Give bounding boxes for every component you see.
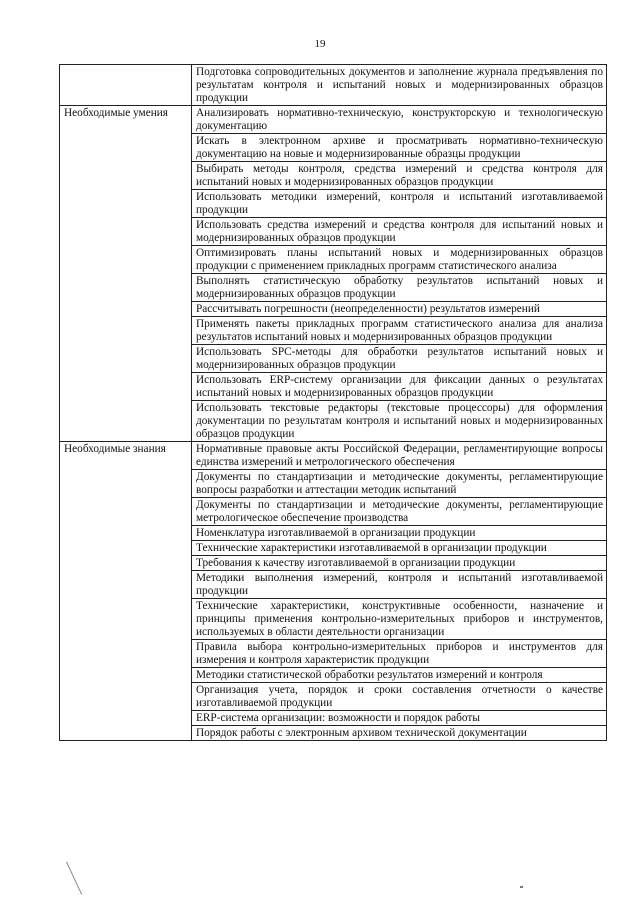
- table-row: [60, 106, 607, 134]
- requirement-item: Порядок работы с электронным архивом технической документации: [192, 726, 607, 741]
- scan-artifact-dot: [520, 886, 523, 888]
- requirement-item: Анализировать нормативно-техническую, конструкторскую и технологическую документацию: [192, 106, 607, 134]
- requirement-item: Использовать SPC-методы для обработки результатов испытаний новых и модернизированных образцов продукции: [192, 345, 607, 373]
- requirement-item: Методики статистической обработки результатов измерений и контроля: [192, 668, 607, 683]
- requirement-item: Применять пакеты прикладных программ статистического анализа для анализа результатов испытаний новых и модернизированных образцов продукции: [192, 317, 607, 345]
- row-group-label: [60, 65, 192, 106]
- page-number: 19: [314, 38, 326, 50]
- row-group-label: Необходимые знания: [60, 442, 192, 741]
- requirements-table: [59, 64, 607, 741]
- table-row: [60, 442, 607, 470]
- table-body: [60, 65, 607, 741]
- requirement-item: Технические характеристики изготавливаемой в организации продукции: [192, 541, 607, 556]
- requirement-item: Оптимизировать планы испытаний новых и модернизированных образцов продукции с применением прикладных программ статистического анализа: [192, 246, 607, 274]
- table-row: [60, 65, 607, 106]
- requirement-item: Использовать средства измерений и средства контроля для испытаний новых и модернизированных образцов продукции: [192, 218, 607, 246]
- requirement-item: Правила выбора контрольно-измерительных приборов и инструментов для измерения и контроля характеристик продукции: [192, 640, 607, 668]
- requirement-item: Методики выполнения измерений, контроля и испытаний изготавливаемой продукции: [192, 571, 607, 599]
- requirement-item: Использовать ERP-систему организации для фиксации данных о результатах испытаний новых и модернизированных образцов продукции: [192, 373, 607, 401]
- requirement-item: Подготовка сопроводительных документов и заполнение журнала предъявления по результатам контроля и испытаний новых и модернизированных образцов продукции: [192, 65, 607, 106]
- requirement-item: Требования к качеству изготавливаемой в организации продукции: [192, 556, 607, 571]
- requirement-item: Документы по стандартизации и методические документы, регламентирующие метрологическое обеспечение производства: [192, 498, 607, 526]
- scan-artifact-line: [66, 862, 82, 895]
- requirement-item: Документы по стандартизации и методические документы, регламентирующие вопросы разработки и аттестации методик испытаний: [192, 470, 607, 498]
- requirement-item: Искать в электронном архиве и просматривать нормативно-техническую документацию на новые и модернизированные образцы продукции: [192, 134, 607, 162]
- requirement-item: Номенклатура изготавливаемой в организации продукции: [192, 526, 607, 541]
- requirement-item: Рассчитывать погрешности (неопределенности) результатов измерений: [192, 302, 607, 317]
- requirement-item: Использовать текстовые редакторы (текстовые процессоры) для оформления документации по результатам контроля и испытаний новых и модернизированных образцов продукции: [192, 401, 607, 442]
- requirement-item: Организация учета, порядок и сроки составления отчетности о качестве изготавливаемой продукции: [192, 683, 607, 711]
- row-group-label: Необходимые умения: [60, 106, 192, 442]
- requirement-item: Нормативные правовые акты Российской Федерации, регламентирующие вопросы единства измерений и метрологического обеспечения: [192, 442, 607, 470]
- requirement-item: Выбирать методы контроля, средства измерений и средства контроля для испытаний новых и модернизированных образцов продукции: [192, 162, 607, 190]
- requirement-item: Выполнять статистическую обработку результатов испытаний новых и модернизированных образцов продукции: [192, 274, 607, 302]
- requirement-item: Технические характеристики, конструктивные особенности, назначение и принципы применения контрольно-измерительных приборов и инструментов, используемых в области деятельности организации: [192, 599, 607, 640]
- requirement-item: ERP-система организации: возможности и порядок работы: [192, 711, 607, 726]
- requirement-item: Использовать методики измерений, контроля и испытаний изготавливаемой продукции: [192, 190, 607, 218]
